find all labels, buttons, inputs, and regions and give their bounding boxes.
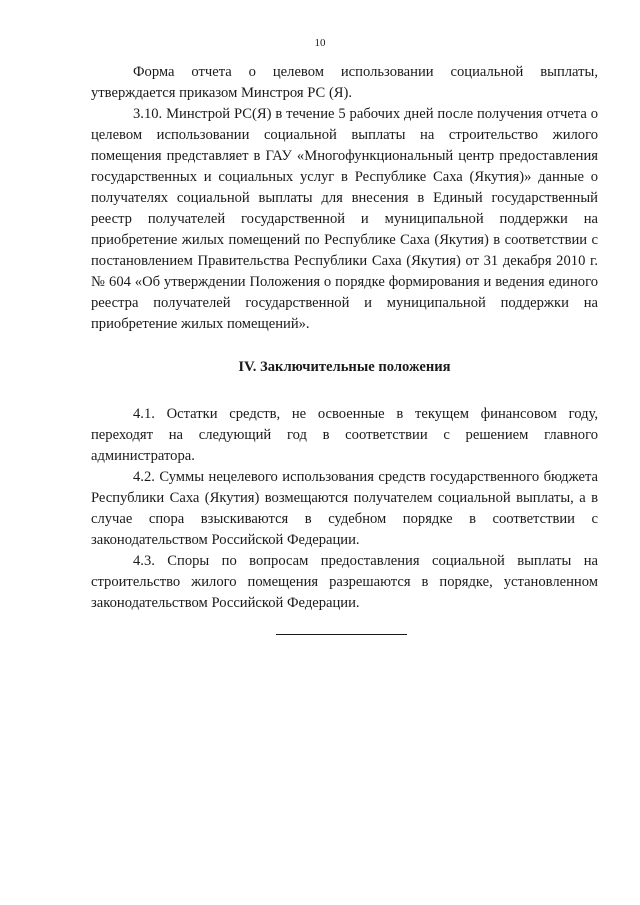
document-body (91, 62, 598, 614)
paragraph-3-10: 3.10. Минстрой РС(Я) в течение 5 рабочих дней после получения отчета о целевом использовании социальной выплаты на строительство жилого помещения представляет в ГАУ «Многофункциональный центр предоставления государственных и социальных услуг в Республике Саха (Якутия)» данные о получателях социальной выплаты для внесения в Единый государственный реестр получателей государственной и муниципальной поддержки на приобретение жилых помещений по Республике Саха (Якутия) в соответствии с постановлением Правительства Республики Саха (Якутия) от 31 декабря 2010 г. № 604 «Об утверждении Положения о порядке формирования и ведения единого реестра получателей государственной и муниципальной поддержки на приобретение жилых помещений». (91, 106, 598, 332)
paragraph-report-form: Форма отчета о целевом использовании социальной выплаты, утверждается приказом Минстроя РС (Я). (91, 64, 598, 101)
end-divider-line (276, 634, 407, 635)
paragraph-4-3: 4.3. Споры по вопросам предоставления социальной выплаты на строительство жилого помещения разрешаются в порядке, установленном законодательством Российской Федерации. (91, 553, 598, 611)
section-heading: IV. Заключительные положения (238, 359, 451, 375)
page-number: 10 (314, 37, 326, 49)
paragraph-4-1: 4.1. Остатки средств, не освоенные в текущем финансовом году, переходят на следующий год в соответствии с решением главного администратора. (91, 406, 598, 464)
paragraph-4-2: 4.2. Суммы нецелевого использования средств государственного бюджета Республики Саха (Якутия) возмещаются получателем социальной выплаты, а в случае спора взыскиваются в судебном порядке в соответствии с законодательством Российской Федерации. (91, 469, 598, 548)
